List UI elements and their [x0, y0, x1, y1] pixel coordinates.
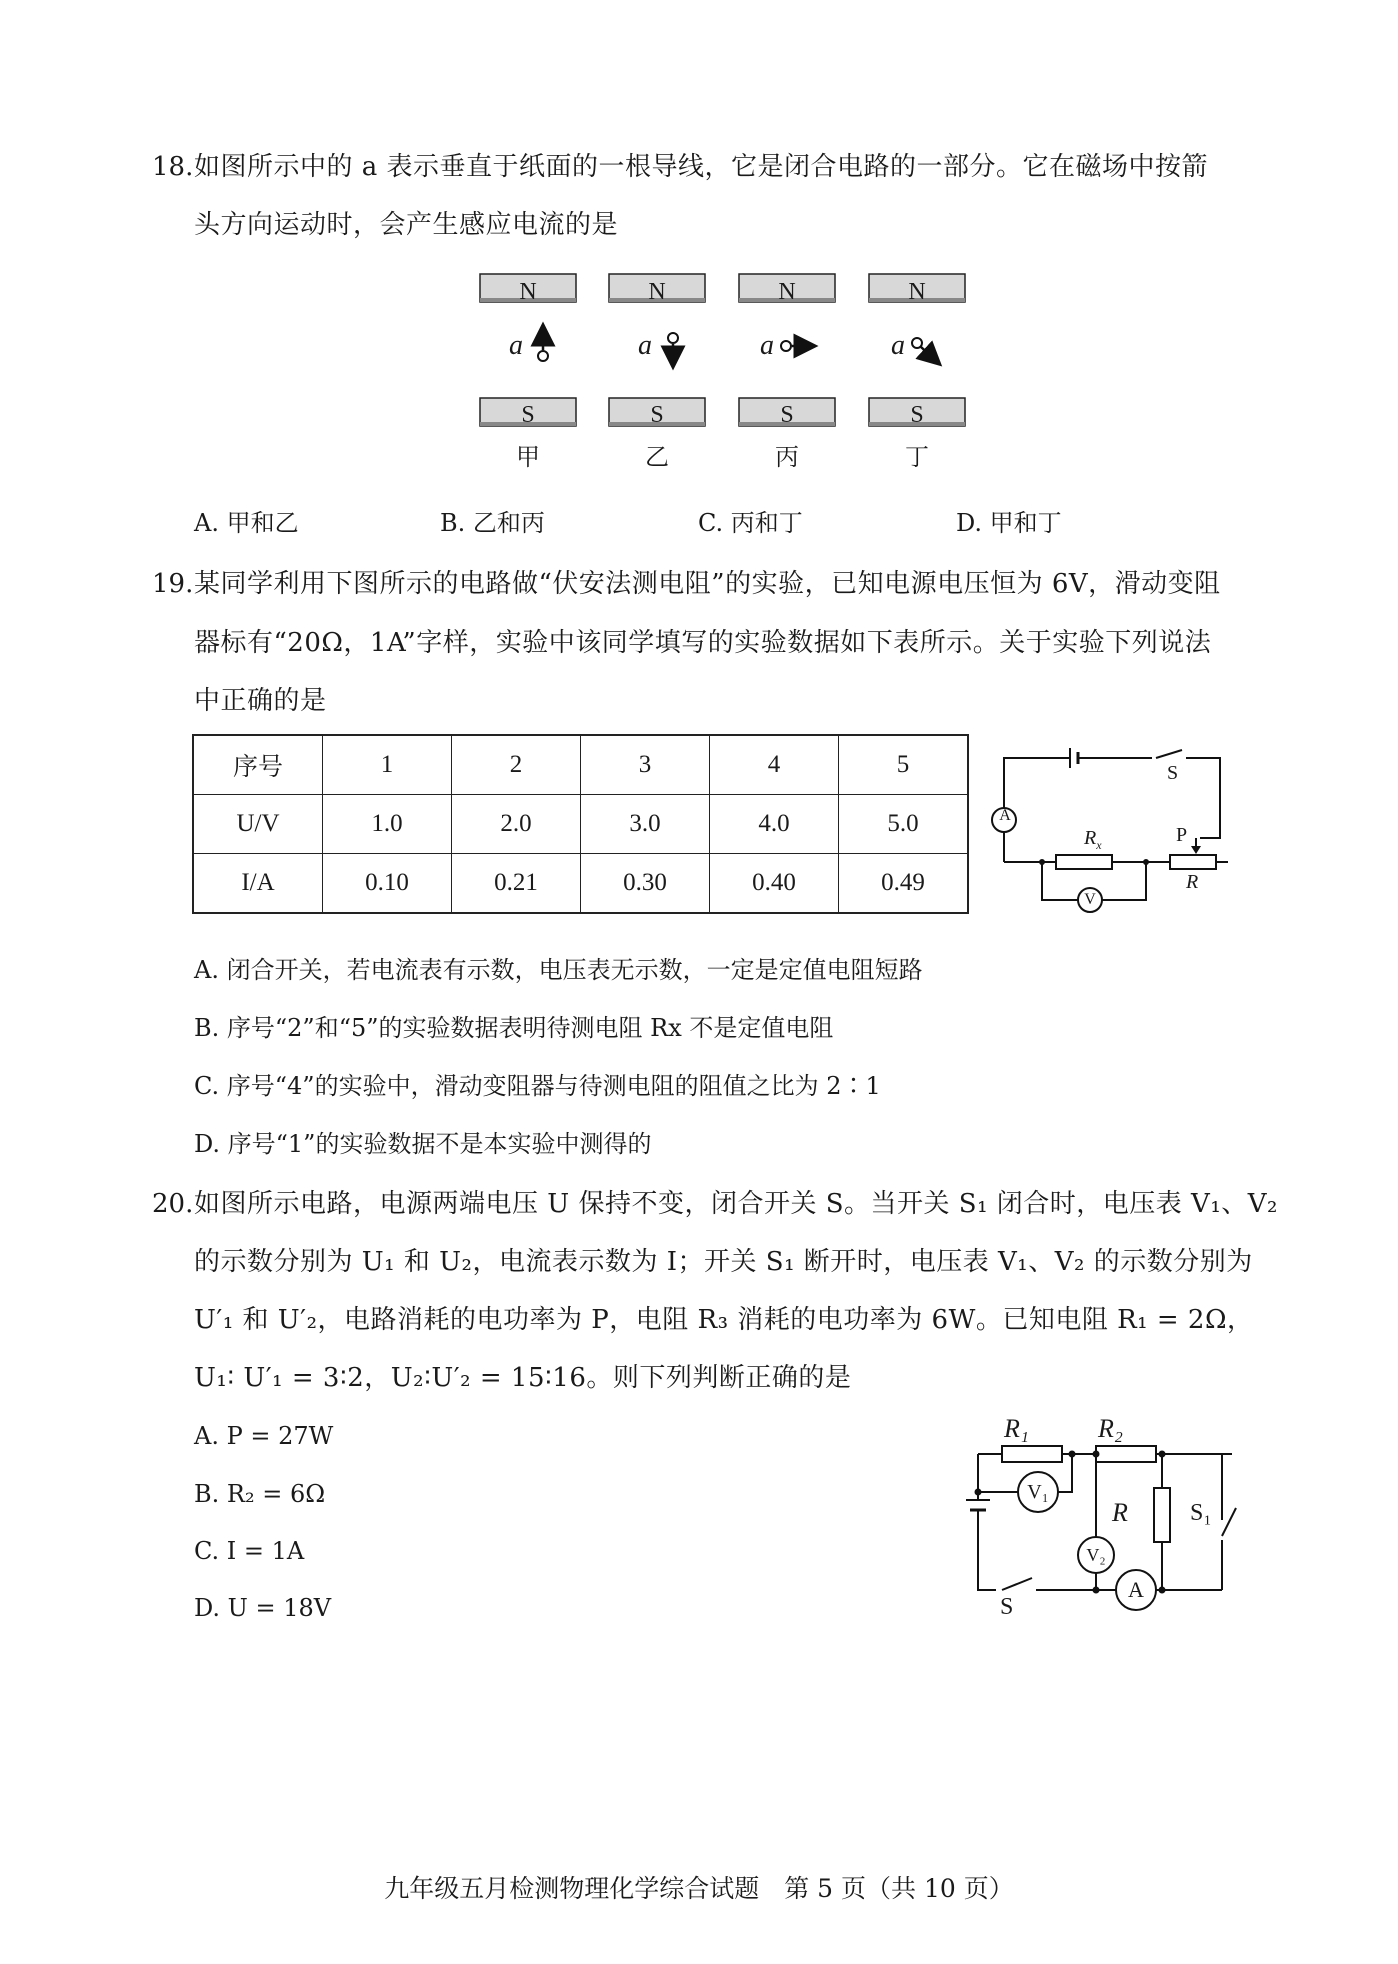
q19-option-b: B. 序号“2”和“5”的实验数据表明待测电阻 Rx 不是定值电阻: [194, 1014, 834, 1042]
caption-jia: 甲: [516, 443, 540, 471]
page-footer: 九年级五月检测物理化学综合试题 第 5 页（共 10 页）: [384, 1874, 1014, 1903]
table-header-cell: 序号: [193, 735, 323, 795]
resistor-r2-icon: [1096, 1446, 1156, 1462]
table-header-cell: I/A: [193, 854, 323, 914]
table-cell: 0.40: [710, 854, 839, 914]
table-row: [193, 795, 968, 854]
r1-label: R₁: [1004, 1414, 1029, 1443]
table-row: [193, 735, 968, 795]
q19-data-table: [192, 734, 969, 914]
resistor-rx-label: $R_x$: [1084, 827, 1102, 852]
q19-number: 19.: [152, 569, 194, 599]
voltmeter-label: V: [1084, 891, 1096, 908]
table-cell: 4: [710, 735, 839, 795]
q18-option-c: C. 丙和丁: [698, 509, 803, 537]
q20-option-b: B. R₂ = 6Ω: [194, 1480, 326, 1508]
switch-label: S: [1167, 762, 1179, 784]
north-label-jia: N: [519, 279, 537, 305]
rheostat-label: R: [1186, 871, 1199, 893]
v1-label: V₁: [1027, 1481, 1049, 1503]
south-label-jia: S: [521, 402, 535, 428]
q19-text-line3: 中正确的是: [194, 686, 327, 716]
r2-label: R₂: [1098, 1414, 1123, 1443]
resistor-r-icon: [1154, 1488, 1170, 1542]
table-cell: 0.30: [581, 854, 710, 914]
q20-text-line1: 如图所示电路，电源两端电压 U 保持不变，闭合开关 S。当开关 S₁ 闭合时，电压表 V₁、V₂: [194, 1189, 1278, 1219]
south-label-ding: S: [910, 402, 924, 428]
r-label: R: [1112, 1498, 1128, 1527]
q18-option-d: D. 甲和丁: [956, 509, 1062, 537]
table-cell: 3.0: [581, 795, 710, 854]
table-cell: 3: [581, 735, 710, 795]
north-label-yi: N: [648, 279, 666, 305]
q19-circuit-diagram: [1000, 738, 1240, 928]
resistor-r1-icon: [1002, 1446, 1062, 1462]
q19-option-d: D. 序号“1”的实验数据不是本实验中测得的: [194, 1130, 652, 1158]
north-label-bing: N: [778, 279, 796, 305]
caption-bing: 丙: [775, 443, 799, 471]
table-cell: 0.10: [323, 854, 452, 914]
v2-label: V₂: [1086, 1545, 1106, 1565]
q19-text-line2: 器标有“20Ω，1A”字样，实验中该同学填写的实验数据如下表所示。关于实验下列说法: [194, 628, 1212, 658]
s-label: S: [1000, 1594, 1014, 1620]
q20-text-line2: 的示数分别为 U₁ 和 U₂，电流表示数为 I；开关 S₁ 断开时，电压表 V₁、V₂ 的示数分别为: [194, 1247, 1253, 1277]
wire-label-bing: a: [760, 330, 774, 361]
table-header-cell: U/V: [193, 795, 323, 854]
q19-option-a: A. 闭合开关，若电流表有示数，电压表无示数，一定是定值电阻短路: [194, 956, 923, 984]
caption-yi: 乙: [645, 443, 669, 471]
q20-text-line4: U₁∶ U′₁ = 3∶2，U₂∶U′₂ = 15∶16。则下列判断正确的是: [194, 1363, 852, 1393]
table-cell: 5.0: [839, 795, 969, 854]
q20-text-line3: U′₁ 和 U′₂，电路消耗的电功率为 P，电阻 R₃ 消耗的电功率为 6W。已知电阻 R₁ = 2Ω，: [194, 1305, 1254, 1335]
wire-label-jia: a: [509, 330, 523, 361]
q19-option-c: C. 序号“4”的实验中，滑动变阻器与待测电阻的阻值之比为 2∶1: [194, 1072, 881, 1100]
q18-text-line2: 头方向运动时，会产生感应电流的是: [194, 210, 619, 240]
table-cell: 2.0: [452, 795, 581, 854]
table-cell: 1.0: [323, 795, 452, 854]
q20-number: 20.: [152, 1189, 194, 1219]
wire-label-ding: a: [891, 330, 905, 361]
q18-text-line1: 如图所示中的 a 表示垂直于纸面的一根导线，它是闭合电路的一部分。它在磁场中按箭: [194, 152, 1209, 182]
q19-text-line1: 某同学利用下图所示的电路做“伏安法测电阻”的实验，已知电源电压恒为 6V，滑动变阻: [194, 569, 1221, 599]
caption-ding: 丁: [905, 443, 929, 471]
table-cell: 1: [323, 735, 452, 795]
table-row: [193, 854, 968, 914]
north-label-ding: N: [908, 279, 926, 305]
table-cell: 0.49: [839, 854, 969, 914]
q20-option-d: D. U = 18V: [194, 1594, 332, 1622]
s1-label: S₁: [1190, 1500, 1212, 1526]
slider-label: P: [1176, 824, 1188, 846]
q18-magnet-figure: [0, 264, 1398, 464]
wire-label-yi: a: [638, 330, 652, 361]
ammeter-label: A: [999, 807, 1011, 824]
table-cell: 0.21: [452, 854, 581, 914]
table-cell: 2: [452, 735, 581, 795]
q20-option-c: C. I = 1A: [194, 1537, 305, 1565]
south-label-yi: S: [650, 402, 664, 428]
table-cell: 4.0: [710, 795, 839, 854]
q18-number: 18.: [152, 152, 194, 182]
resistor-rx-icon: [1056, 855, 1112, 869]
q18-option-a: A. 甲和乙: [194, 509, 299, 537]
south-label-bing: S: [780, 402, 794, 428]
q20-option-a: A. P = 27W: [194, 1422, 334, 1450]
table-cell: 5: [839, 735, 969, 795]
ammeter-label: A: [1128, 1577, 1144, 1602]
q18-option-b: B. 乙和丙: [440, 509, 545, 537]
